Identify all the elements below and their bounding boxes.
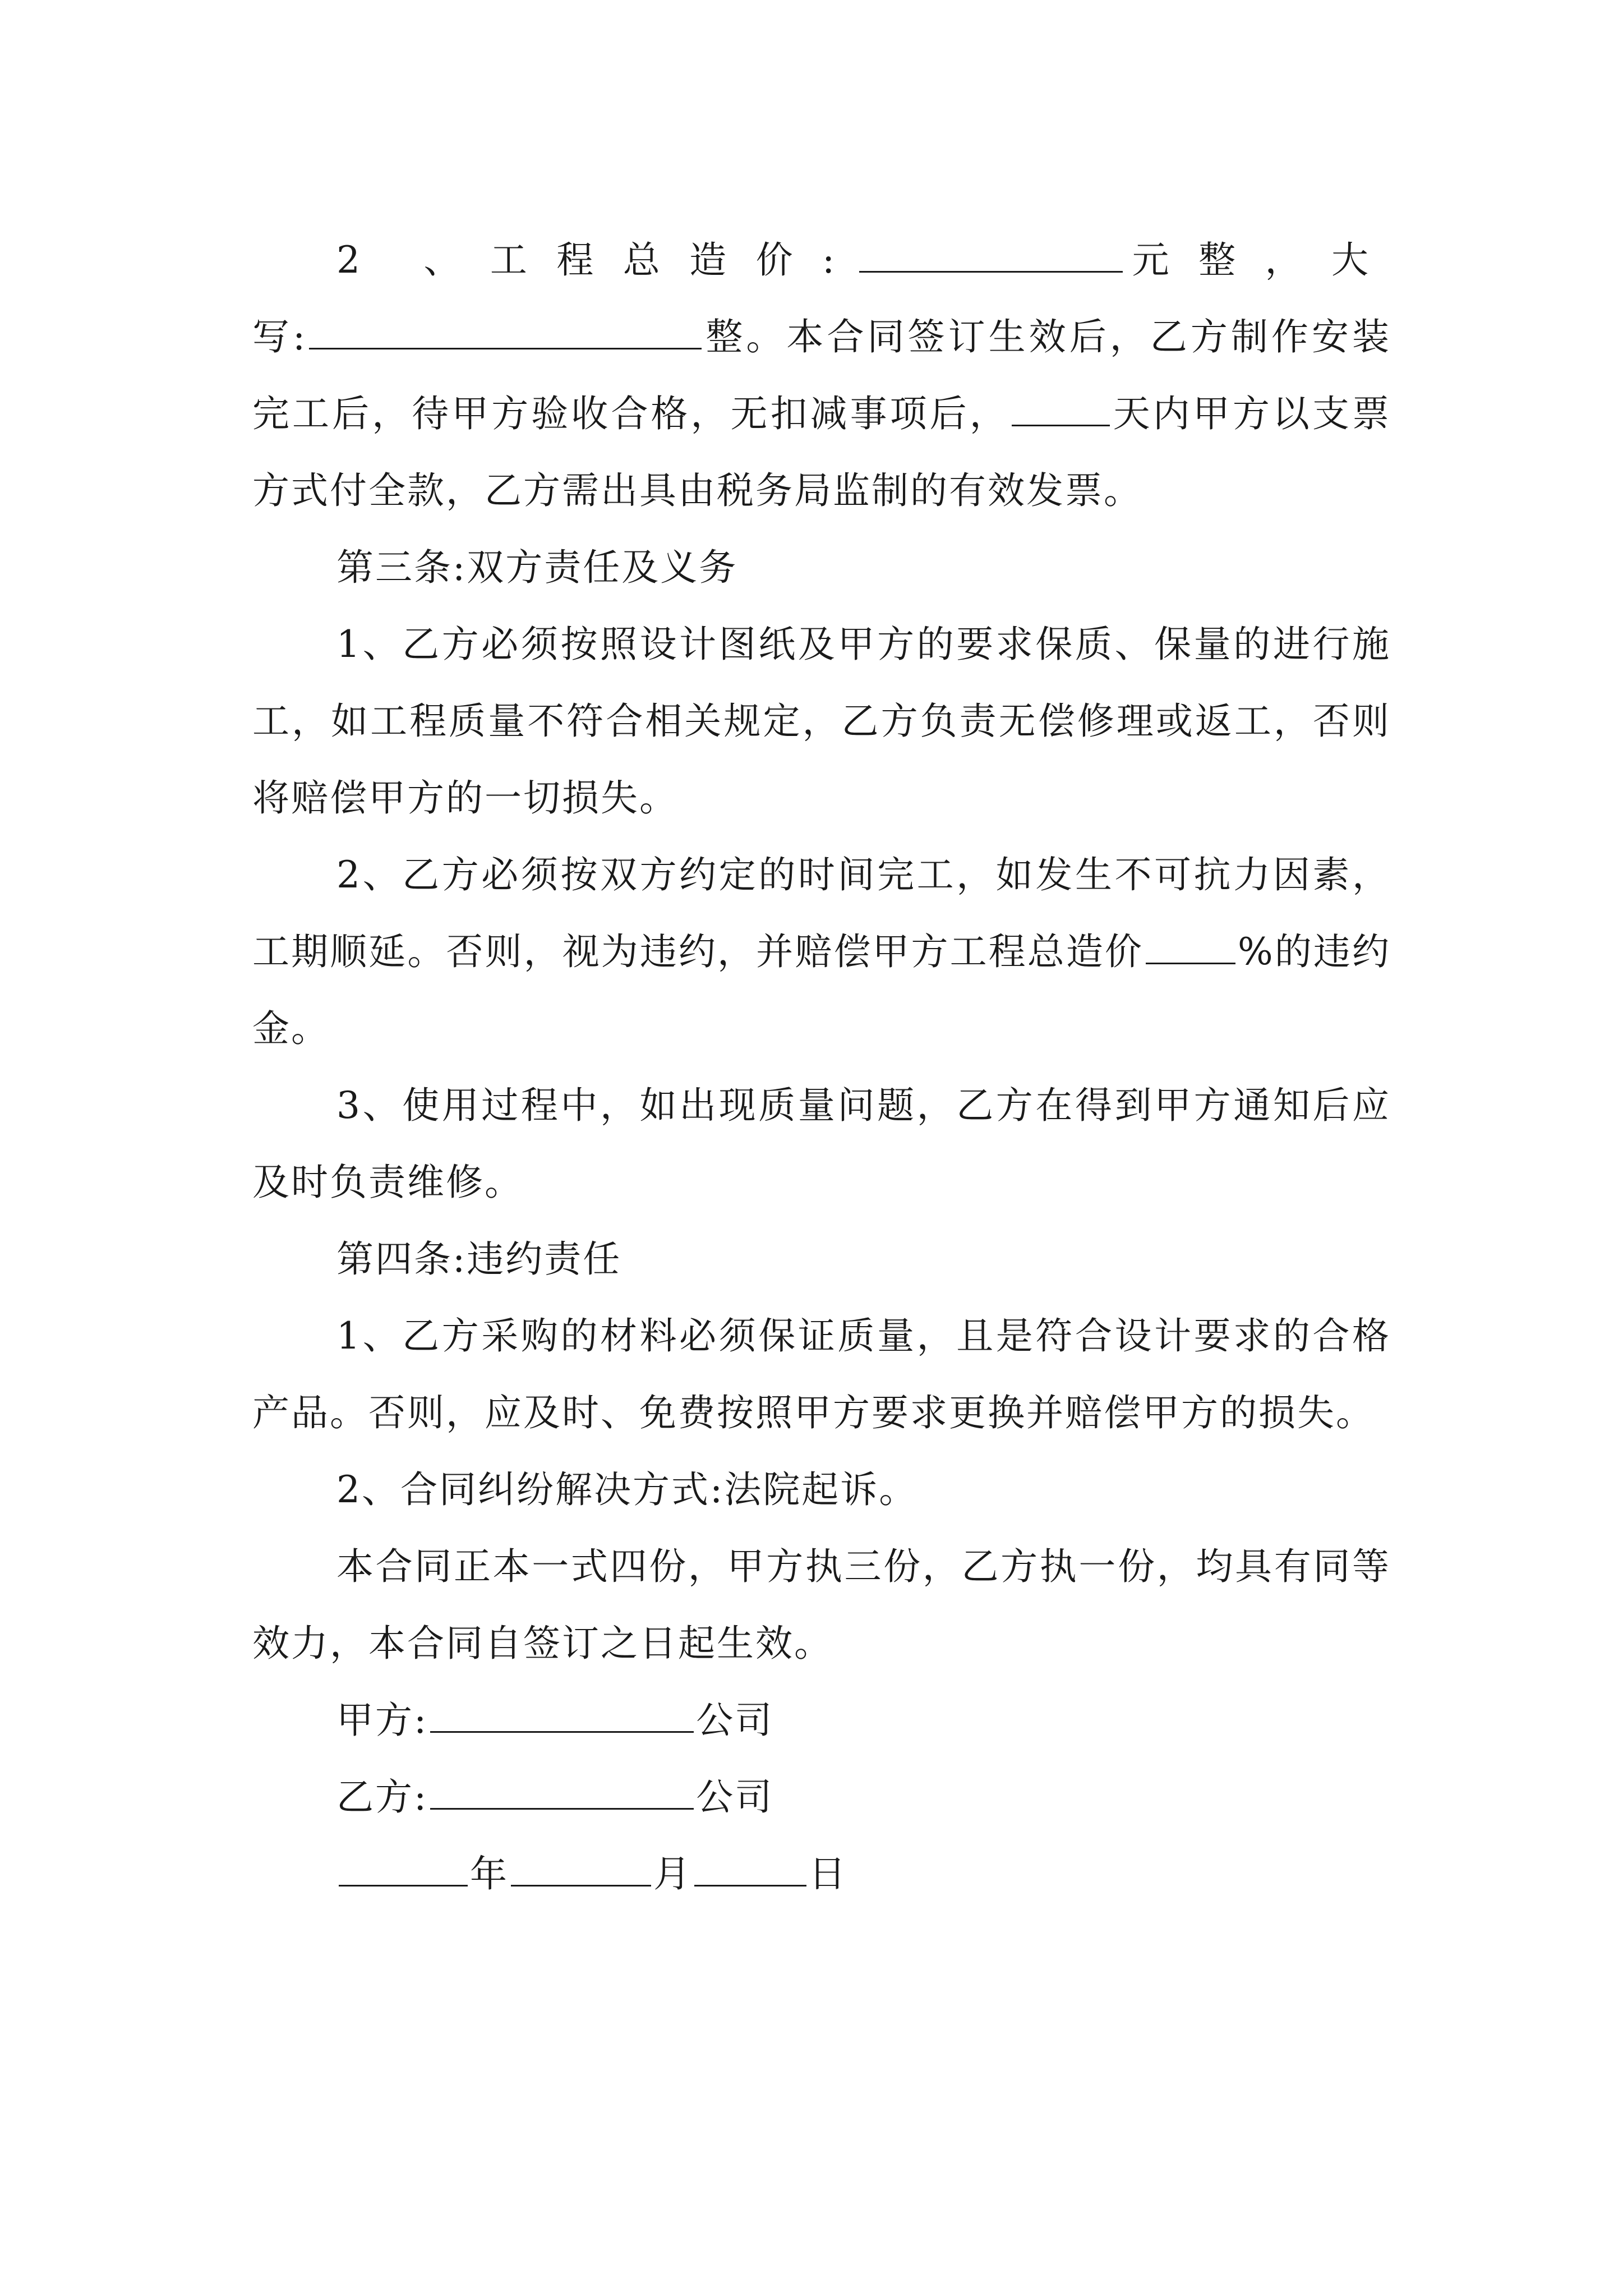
copies-clause: 本合同正本一式四份，甲方执三份，乙方执一份，均具有同等效力，本合同自签订之日起生效。 (252, 1545, 1391, 1665)
article-3-item-3: 3、使用过程中，如出现质量问题，乙方在得到甲方通知后应及时负责维修。 (252, 1084, 1391, 1204)
article-4-item-2: 2、合同纠纷解决方式:法院起诉。 (336, 1468, 918, 1511)
year-blank[interactable] (339, 1852, 468, 1887)
article-3-item-2 (252, 836, 1391, 1067)
article-4-heading: 第四条:违约责任 (336, 1237, 622, 1281)
party-b-suffix: 公司 (696, 1775, 774, 1819)
contract-body (252, 222, 1391, 1912)
article-3-item-2-suffix: %的违约金。 (252, 930, 1391, 1050)
article-3-item-2-text: 2、乙方必须按双方约定的时间完工，如发生不可抗力因素，工期顺延。否则，视为违约，并赔偿甲方工程总造价 (252, 853, 1391, 973)
day-label: 日 (809, 1852, 847, 1895)
total-price-blank[interactable] (859, 238, 1123, 273)
payment-clause-line1 (252, 222, 1391, 298)
year-label: 年 (470, 1852, 509, 1895)
month-label: 月 (653, 1852, 692, 1895)
total-price-label: 2 、工程总造价: (336, 238, 857, 282)
payment-clause-body (252, 298, 1391, 529)
party-a-suffix: 公司 (696, 1699, 774, 1742)
party-b-signature (252, 1759, 1391, 1835)
article-3-item-1: 1、乙方必须按照设计图纸及甲方的要求保质、保量的进行施工，如工程质量不符合相关规定，乙方负责无偿修理或返工，否则将赔偿甲方的一切损失。 (252, 623, 1391, 820)
party-b-name-blank[interactable] (430, 1775, 694, 1810)
party-a-name-blank[interactable] (430, 1699, 694, 1733)
amount-in-words-blank[interactable] (309, 315, 702, 349)
article-3-heading: 第三条:双方责任及义务 (336, 546, 738, 589)
total-price-unit: 元整，大 (1125, 238, 1391, 282)
payment-terms-text: 整。本合同签订生效后，乙方制作安装完工后，待甲方验收合格，无扣减事项后， (252, 315, 1391, 435)
signing-date (252, 1835, 1391, 1912)
penalty-percent-blank[interactable] (1146, 930, 1235, 964)
day-blank[interactable] (694, 1852, 806, 1887)
article-4-item-1: 1、乙方采购的材料必须保证质量，且是符合设计要求的合格产品。否则，应及时、免费按照甲方要求更换并赔偿甲方的损失。 (252, 1314, 1391, 1434)
payment-days-blank[interactable] (1012, 392, 1110, 426)
party-a-signature (252, 1682, 1391, 1759)
party-a-label: 甲方: (336, 1699, 428, 1742)
month-blank[interactable] (511, 1852, 651, 1887)
amount-in-words-label: 写: (252, 315, 307, 358)
payment-method-text: 天内甲方以支票方式付全款，乙方需出具由税务局监制的有效发票。 (252, 392, 1391, 512)
party-b-label: 乙方: (336, 1775, 428, 1819)
